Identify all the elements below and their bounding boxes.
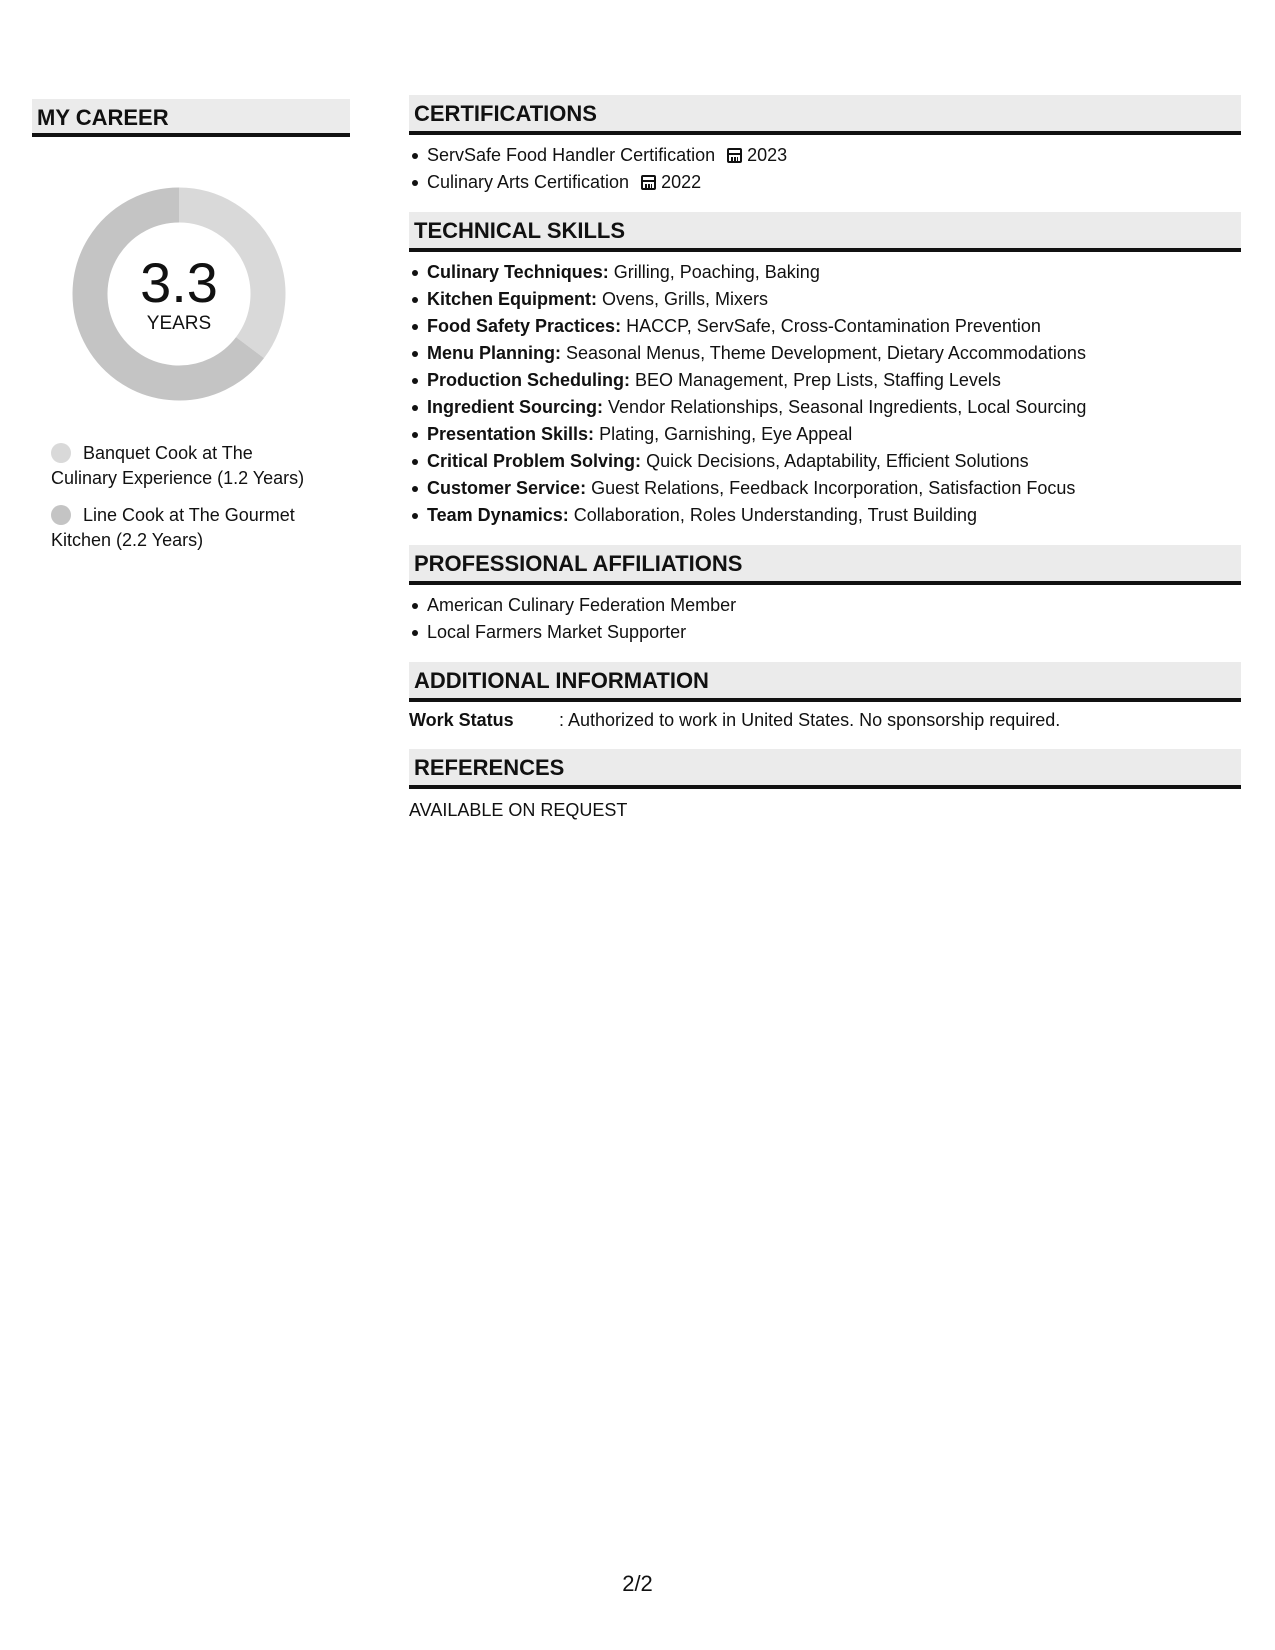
certifications-section: [409, 95, 1241, 196]
section-title-my-career: MY CAREER: [32, 99, 350, 137]
skill-label: Food Safety Practices:: [427, 316, 622, 336]
work-status-value: : Authorized to work in United States. No sponsorship required.: [559, 710, 1061, 730]
career-donut-chart: [66, 181, 292, 407]
skill-value: Plating, Garnishing, Eye Appeal: [599, 424, 853, 444]
legend-item: [51, 503, 321, 553]
skill-label: Culinary Techniques:: [427, 262, 609, 282]
skill-value: HACCP, ServSafe, Cross-Contamination Prevention: [626, 316, 1041, 336]
main-content: [409, 95, 1241, 823]
certification-item: [427, 142, 1241, 169]
affiliations-list: [409, 592, 1241, 646]
section-title-references: REFERENCES: [409, 749, 1241, 789]
skill-item: [427, 259, 1241, 286]
skill-value: Ovens, Grills, Mixers: [602, 289, 769, 309]
skills-section: [409, 212, 1241, 529]
skill-label: Customer Service:: [427, 478, 587, 498]
skill-label: Presentation Skills:: [427, 424, 595, 444]
certification-year: 2023: [747, 145, 788, 165]
legend-item: [51, 441, 321, 491]
affiliations-section: [409, 545, 1241, 646]
sidebar: [32, 99, 350, 565]
skill-label: Team Dynamics:: [427, 505, 569, 525]
certification-year: 2022: [661, 172, 702, 192]
section-title-affiliations: PROFESSIONAL AFFILIATIONS: [409, 545, 1241, 585]
references-section: [409, 749, 1241, 823]
skill-label: Production Scheduling:: [427, 370, 630, 390]
skill-value: Grilling, Poaching, Baking: [613, 262, 820, 282]
skill-value: Guest Relations, Feedback Incorporation, Satisfaction Focus: [591, 478, 1076, 498]
work-status-label: Work Status: [409, 710, 514, 730]
page-number: 2/2: [622, 1571, 653, 1596]
skill-item: [427, 340, 1241, 367]
section-title-skills: TECHNICAL SKILLS: [409, 212, 1241, 252]
skill-label: Menu Planning:: [427, 343, 561, 363]
skills-list: [409, 259, 1241, 529]
skill-item: [427, 448, 1241, 475]
skill-item: [427, 502, 1241, 529]
skill-value: BEO Management, Prep Lists, Staffing Levels: [635, 370, 1001, 390]
certifications-list: [409, 142, 1241, 196]
certification-name: ServSafe Food Handler Certification: [427, 145, 716, 165]
skill-label: Critical Problem Solving:: [427, 451, 642, 471]
legend-label: Banquet Cook at The Culinary Experience (1.2 Years): [51, 443, 305, 488]
affiliation-item: Local Farmers Market Supporter: [427, 619, 1241, 646]
skill-label: Ingredient Sourcing:: [427, 397, 604, 417]
calendar-icon: [641, 175, 656, 190]
calendar-icon: [727, 148, 742, 163]
references-text: AVAILABLE ON REQUEST: [409, 800, 628, 820]
certification-item: [427, 169, 1241, 196]
legend-dot: [51, 443, 71, 463]
legend-label: Line Cook at The Gourmet Kitchen (2.2 Years): [51, 505, 295, 550]
additional-info-section: [409, 662, 1241, 733]
work-status-row: [409, 707, 1241, 733]
skill-item: [427, 421, 1241, 448]
skill-item: [427, 286, 1241, 313]
skill-value: Collaboration, Roles Understanding, Trust Building: [573, 505, 977, 525]
skill-item: [427, 394, 1241, 421]
skill-item: [427, 367, 1241, 394]
legend-dot: [51, 505, 71, 525]
certification-name: Culinary Arts Certification: [427, 172, 630, 192]
donut-center: [66, 181, 292, 407]
skill-item: [427, 313, 1241, 340]
total-years-unit: YEARS: [146, 313, 212, 334]
career-legend: [51, 441, 321, 553]
skill-item: [427, 475, 1241, 502]
total-years-value: 3.3: [140, 251, 218, 314]
affiliation-item: American Culinary Federation Member: [427, 592, 1241, 619]
skill-value: Vendor Relationships, Seasonal Ingredients, Local Sourcing: [608, 397, 1087, 417]
skill-value: Seasonal Menus, Theme Development, Dietary Accommodations: [566, 343, 1086, 363]
skill-value: Quick Decisions, Adaptability, Efficient Solutions: [646, 451, 1029, 471]
section-title-certifications: CERTIFICATIONS: [409, 95, 1241, 135]
section-title-additional: ADDITIONAL INFORMATION: [409, 662, 1241, 702]
skill-label: Kitchen Equipment:: [427, 289, 597, 309]
